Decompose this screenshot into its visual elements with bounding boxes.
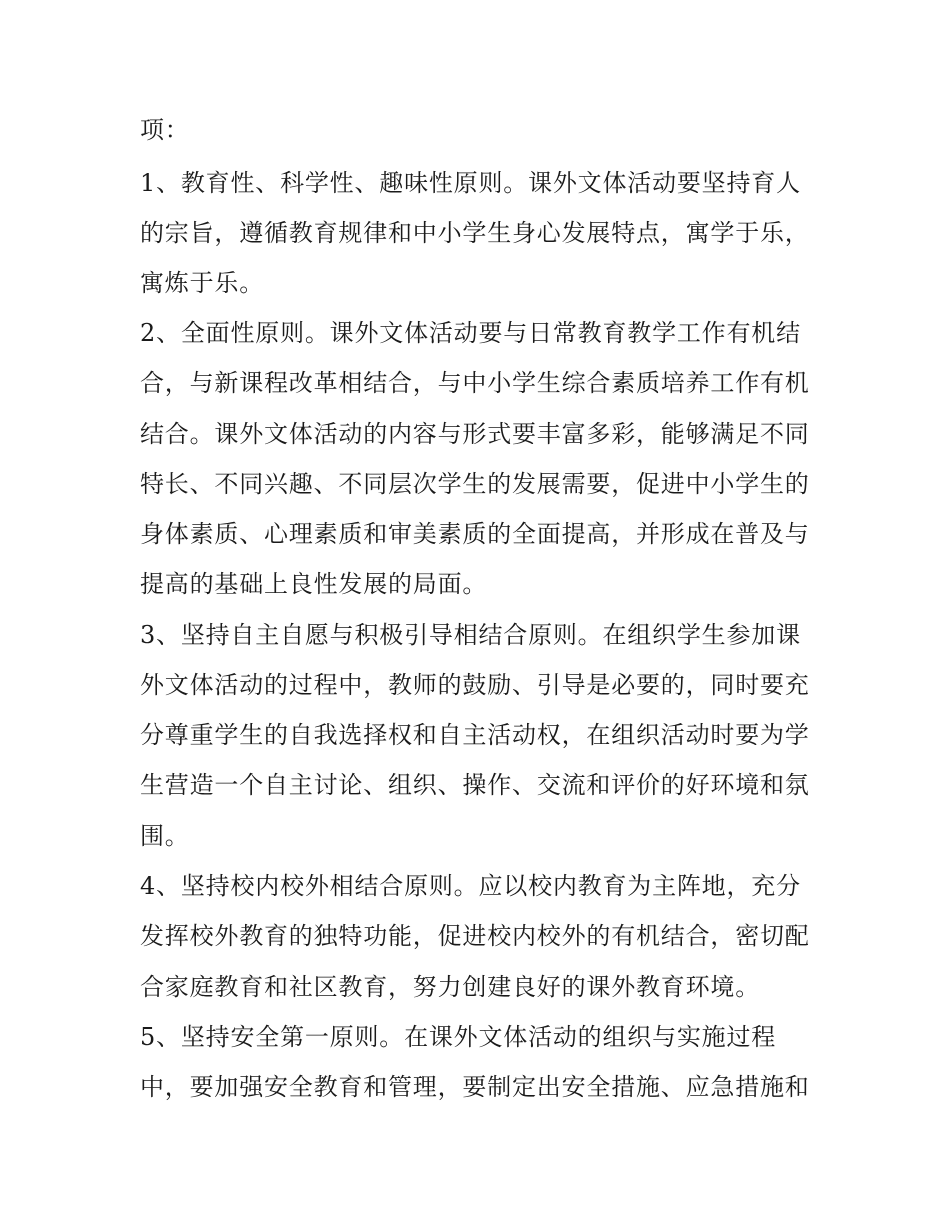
text-line: 的宗旨，遵循教育规律和中小学生身心发展特点，寓学于乐， [140, 219, 810, 247]
text-line: 特长、不同兴趣、不同层次学生的发展需要，促进中小学生的 [140, 470, 810, 498]
text-line: 合家庭教育和社区教育，努力创建良好的课外教育环境。 [140, 973, 760, 1001]
text-line: 2、全面性原则。课外文体活动要与日常教育教学工作有机结 [140, 319, 801, 347]
text-line: 合，与新课程改革相结合，与中小学生综合素质培养工作有机 [140, 369, 810, 397]
text-line: 身体素质、心理素质和审美素质的全面提高，并形成在普及与 [140, 520, 810, 548]
text-line: 结合。课外文体活动的内容与形式要丰富多彩，能够满足不同 [140, 420, 810, 448]
text-line: 寓炼于乐。 [140, 269, 264, 297]
text-line: 外文体活动的过程中，教师的鼓励、引导是必要的，同时要充 [140, 671, 810, 699]
text-line: 提高的基础上良性发展的局面。 [140, 570, 488, 598]
text-line: 4、坚持校内校外相结合原则。应以校内教育为主阵地，充分 [140, 872, 801, 900]
text-line: 3、坚持自主自愿与积极引导相结合原则。在组织学生参加课 [140, 621, 801, 649]
text-line: 中，要加强安全教育和管理，要制定出安全措施、应急措施和 [140, 1073, 810, 1101]
text-line: 5、坚持安全第一原则。在课外文体活动的组织与实施过程 [140, 1023, 777, 1051]
text-line: 分尊重学生的自我选择权和自主活动权，在组织活动时要为学 [140, 721, 810, 749]
text-line: 发挥校外教育的独特功能，促进校内校外的有机结合，密切配 [140, 922, 810, 950]
text-line: 围。 [140, 822, 190, 850]
text-line: 生营造一个自主讨论、组织、操作、交流和评价的好环境和氛 [140, 771, 810, 799]
text-line: 1、教育性、科学性、趣味性原则。课外文体活动要坚持育人 [140, 169, 801, 197]
text-line: 项： [140, 116, 190, 144]
